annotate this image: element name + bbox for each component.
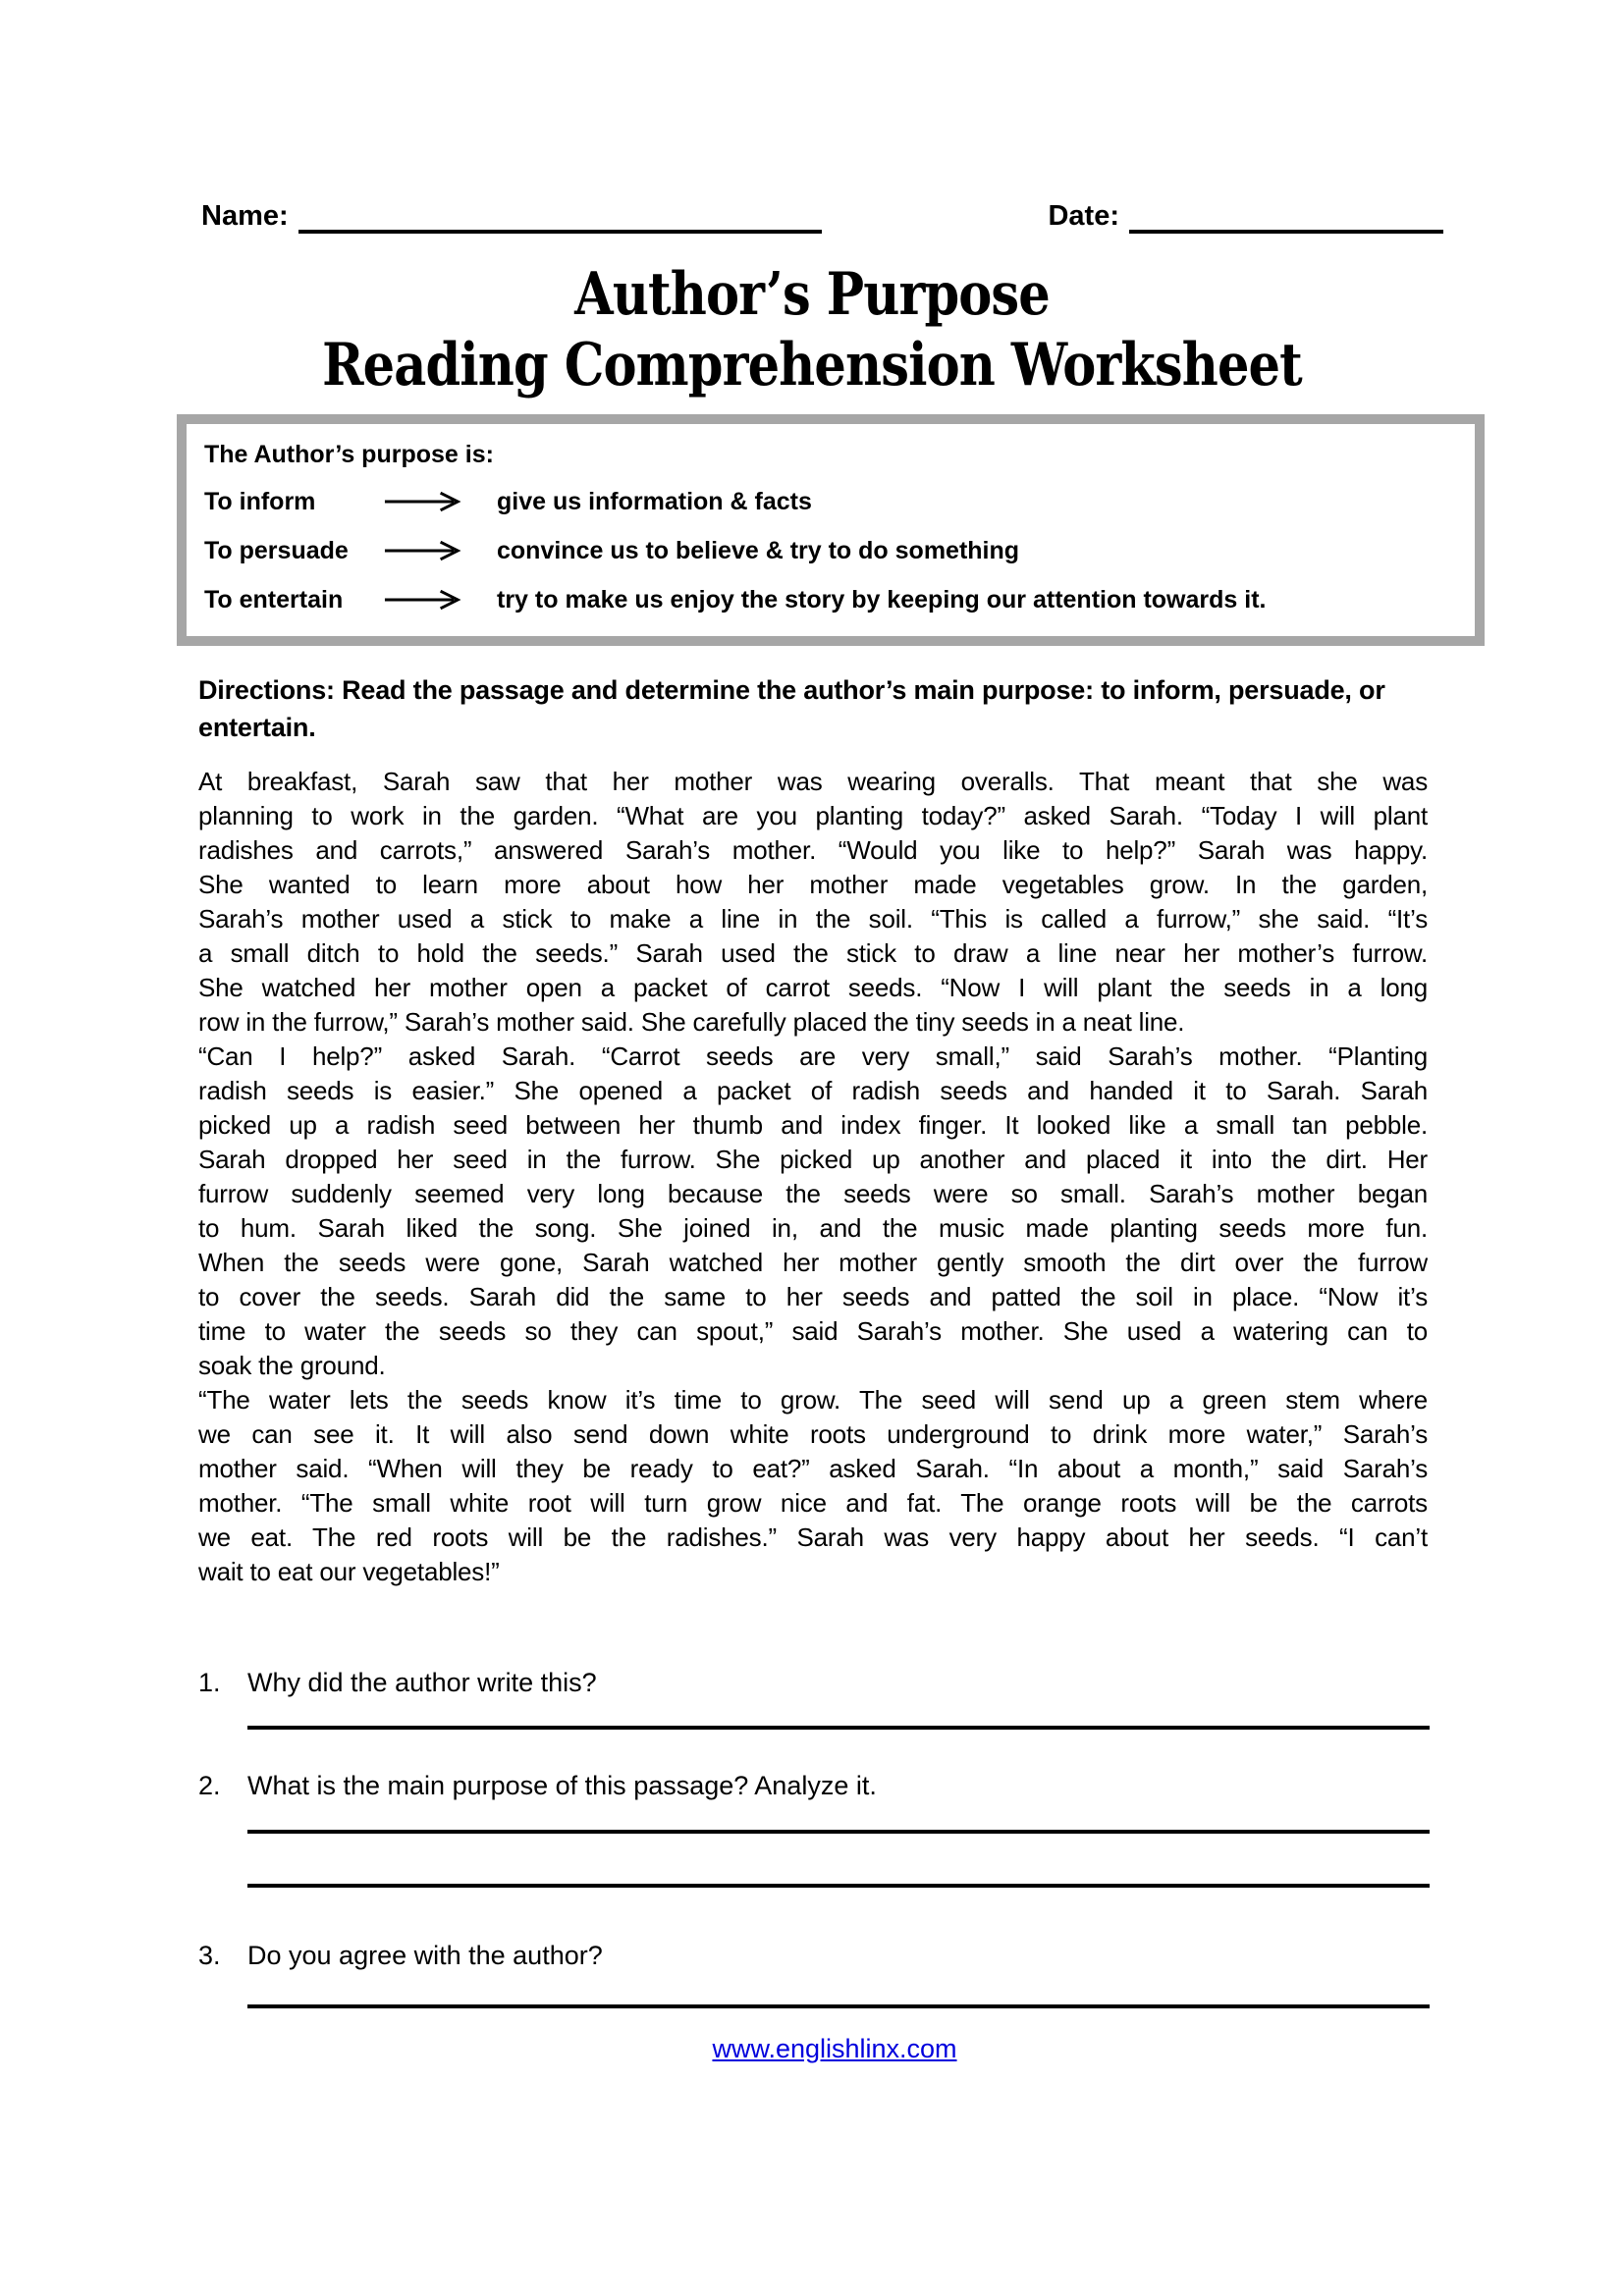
passage-line: wait to eat our vegetables!”: [198, 1557, 500, 1586]
passage-line: She watched her mother open a packet of carrot seeds. “Now I will plant the seeds in a long: [198, 973, 1428, 1002]
right-arrow-icon: [383, 588, 467, 612]
passage-line: mother said. “When will they be ready to eat?” asked Sarah. “In about a month,” said Sarah’s: [198, 1454, 1428, 1483]
passage-line: soak the ground.: [198, 1351, 386, 1380]
passage-line: picked up a radish seed between her thumb and index finger. It looked like a small tan pebble.: [198, 1110, 1428, 1140]
passage-line: mother. “The small white root will turn grow nice and fat. The orange roots will be the carrots: [198, 1488, 1428, 1518]
question-3-text: Do you agree with the author?: [247, 1941, 603, 1970]
passage-line: to cover the seeds. Sarah did the same to her seeds and patted the soil in place. “Now it’s: [198, 1282, 1428, 1311]
date-blank-line: [1129, 198, 1443, 234]
footer: [0, 2034, 1624, 2064]
passage-line: time to water the seeds so they can spout,” said Sarah’s mother. She used a watering can to: [198, 1316, 1428, 1346]
answer-line: [247, 2004, 1430, 2008]
name-date-row: [201, 198, 1443, 234]
question-1-number: 1.: [198, 1668, 221, 1697]
name-field: [201, 198, 822, 234]
name-blank-line: [298, 198, 822, 234]
passage-line: row in the furrow,” Sarah’s mother said. She carefully placed the tiny seeds in a neat line.: [198, 1007, 1185, 1037]
purpose-label: To entertain: [204, 585, 344, 614]
passage-line: we eat. The red roots will be the radishes.” Sarah was very happy about her seeds. “I can’t: [198, 1522, 1428, 1552]
website-link[interactable]: www.englishlinx.com: [712, 2034, 957, 2063]
title-line-1: Author’s Purpose: [574, 260, 1050, 329]
purpose-rows: [204, 477, 1475, 624]
right-arrow-icon: [383, 490, 467, 513]
title-line-2: Reading Comprehension Worksheet: [322, 331, 1302, 400]
name-label: Name:: [201, 200, 289, 232]
reading-passage: [198, 765, 1428, 1589]
purpose-row-1: [204, 477, 1475, 526]
page-title: [122, 259, 1502, 400]
purpose-row-2: [204, 526, 1475, 575]
passage-line: a small ditch to hold the seeds.” Sarah used the stick to draw a line near her mother’s furrow.: [198, 938, 1428, 968]
passage-line: Sarah’s mother used a stick to make a line in the soil. “This is called a furrow,” she said. “It’s: [198, 904, 1428, 934]
directions-text: Directions: Read the passage and determine the author’s main purpose: to inform, persuade, or entertain.: [198, 675, 1385, 742]
question-2-text: What is the main purpose of this passage? Analyze it.: [247, 1771, 877, 1800]
passage-line: planning to work in the garden. “What are you planting today?” asked Sarah. “Today I will plant: [198, 801, 1428, 830]
purpose-description: give us information & facts: [497, 487, 812, 515]
question-3: [198, 1939, 603, 1972]
passage-line: “The water lets the seeds know it’s time to grow. The seed will send up a green stem where: [198, 1385, 1428, 1415]
purpose-row-3: [204, 575, 1475, 624]
answer-line: [247, 1726, 1430, 1730]
passage-line: furrow suddenly seemed very long because the seeds were so small. Sarah’s mother began: [198, 1179, 1428, 1208]
question-3-number: 3.: [198, 1941, 221, 1970]
purpose-box-heading: The Author’s purpose is:: [204, 441, 494, 468]
purpose-label: To persuade: [204, 536, 349, 564]
passage-line: She wanted to learn more about how her mother made vegetables grow. In the garden,: [198, 870, 1428, 899]
purpose-description: convince us to believe & try to do something: [497, 536, 1020, 564]
purpose-label: To inform: [204, 487, 316, 515]
date-label: Date:: [1048, 200, 1119, 232]
passage-line: Sarah dropped her seed in the furrow. She picked up another and placed it into the dirt. Her: [198, 1145, 1428, 1174]
question-1-text: Why did the author write this?: [247, 1668, 597, 1697]
passage-line: we can see it. It will also send down white roots underground to drink more water,” Sarah’s: [198, 1419, 1428, 1449]
date-field: [1048, 198, 1443, 234]
passage-line: radish seeds is easier.” She opened a packet of radish seeds and handed it to Sarah. Sarah: [198, 1076, 1428, 1105]
passage-line: At breakfast, Sarah saw that her mother was wearing overalls. That meant that she was: [198, 767, 1428, 796]
question-2: [198, 1769, 877, 1802]
question-2-number: 2.: [198, 1771, 221, 1800]
purpose-definition-box: [177, 414, 1485, 646]
passage-line: “Can I help?” asked Sarah. “Carrot seeds are very small,” said Sarah’s mother. “Planting: [198, 1041, 1428, 1071]
purpose-description: try to make us enjoy the story by keeping our attention towards it.: [497, 585, 1267, 614]
question-1: [198, 1666, 597, 1699]
passage-line: to hum. Sarah liked the song. She joined in, and the music made planting seeds more fun.: [198, 1213, 1428, 1243]
answer-line: [247, 1884, 1430, 1888]
answer-line: [247, 1830, 1430, 1834]
passage-line: When the seeds were gone, Sarah watched her mother gently smooth the dirt over the furrow: [198, 1248, 1428, 1277]
right-arrow-icon: [383, 539, 467, 562]
passage-line: radishes and carrots,” answered Sarah’s mother. “Would you like to help?” Sarah was happy.: [198, 835, 1428, 865]
